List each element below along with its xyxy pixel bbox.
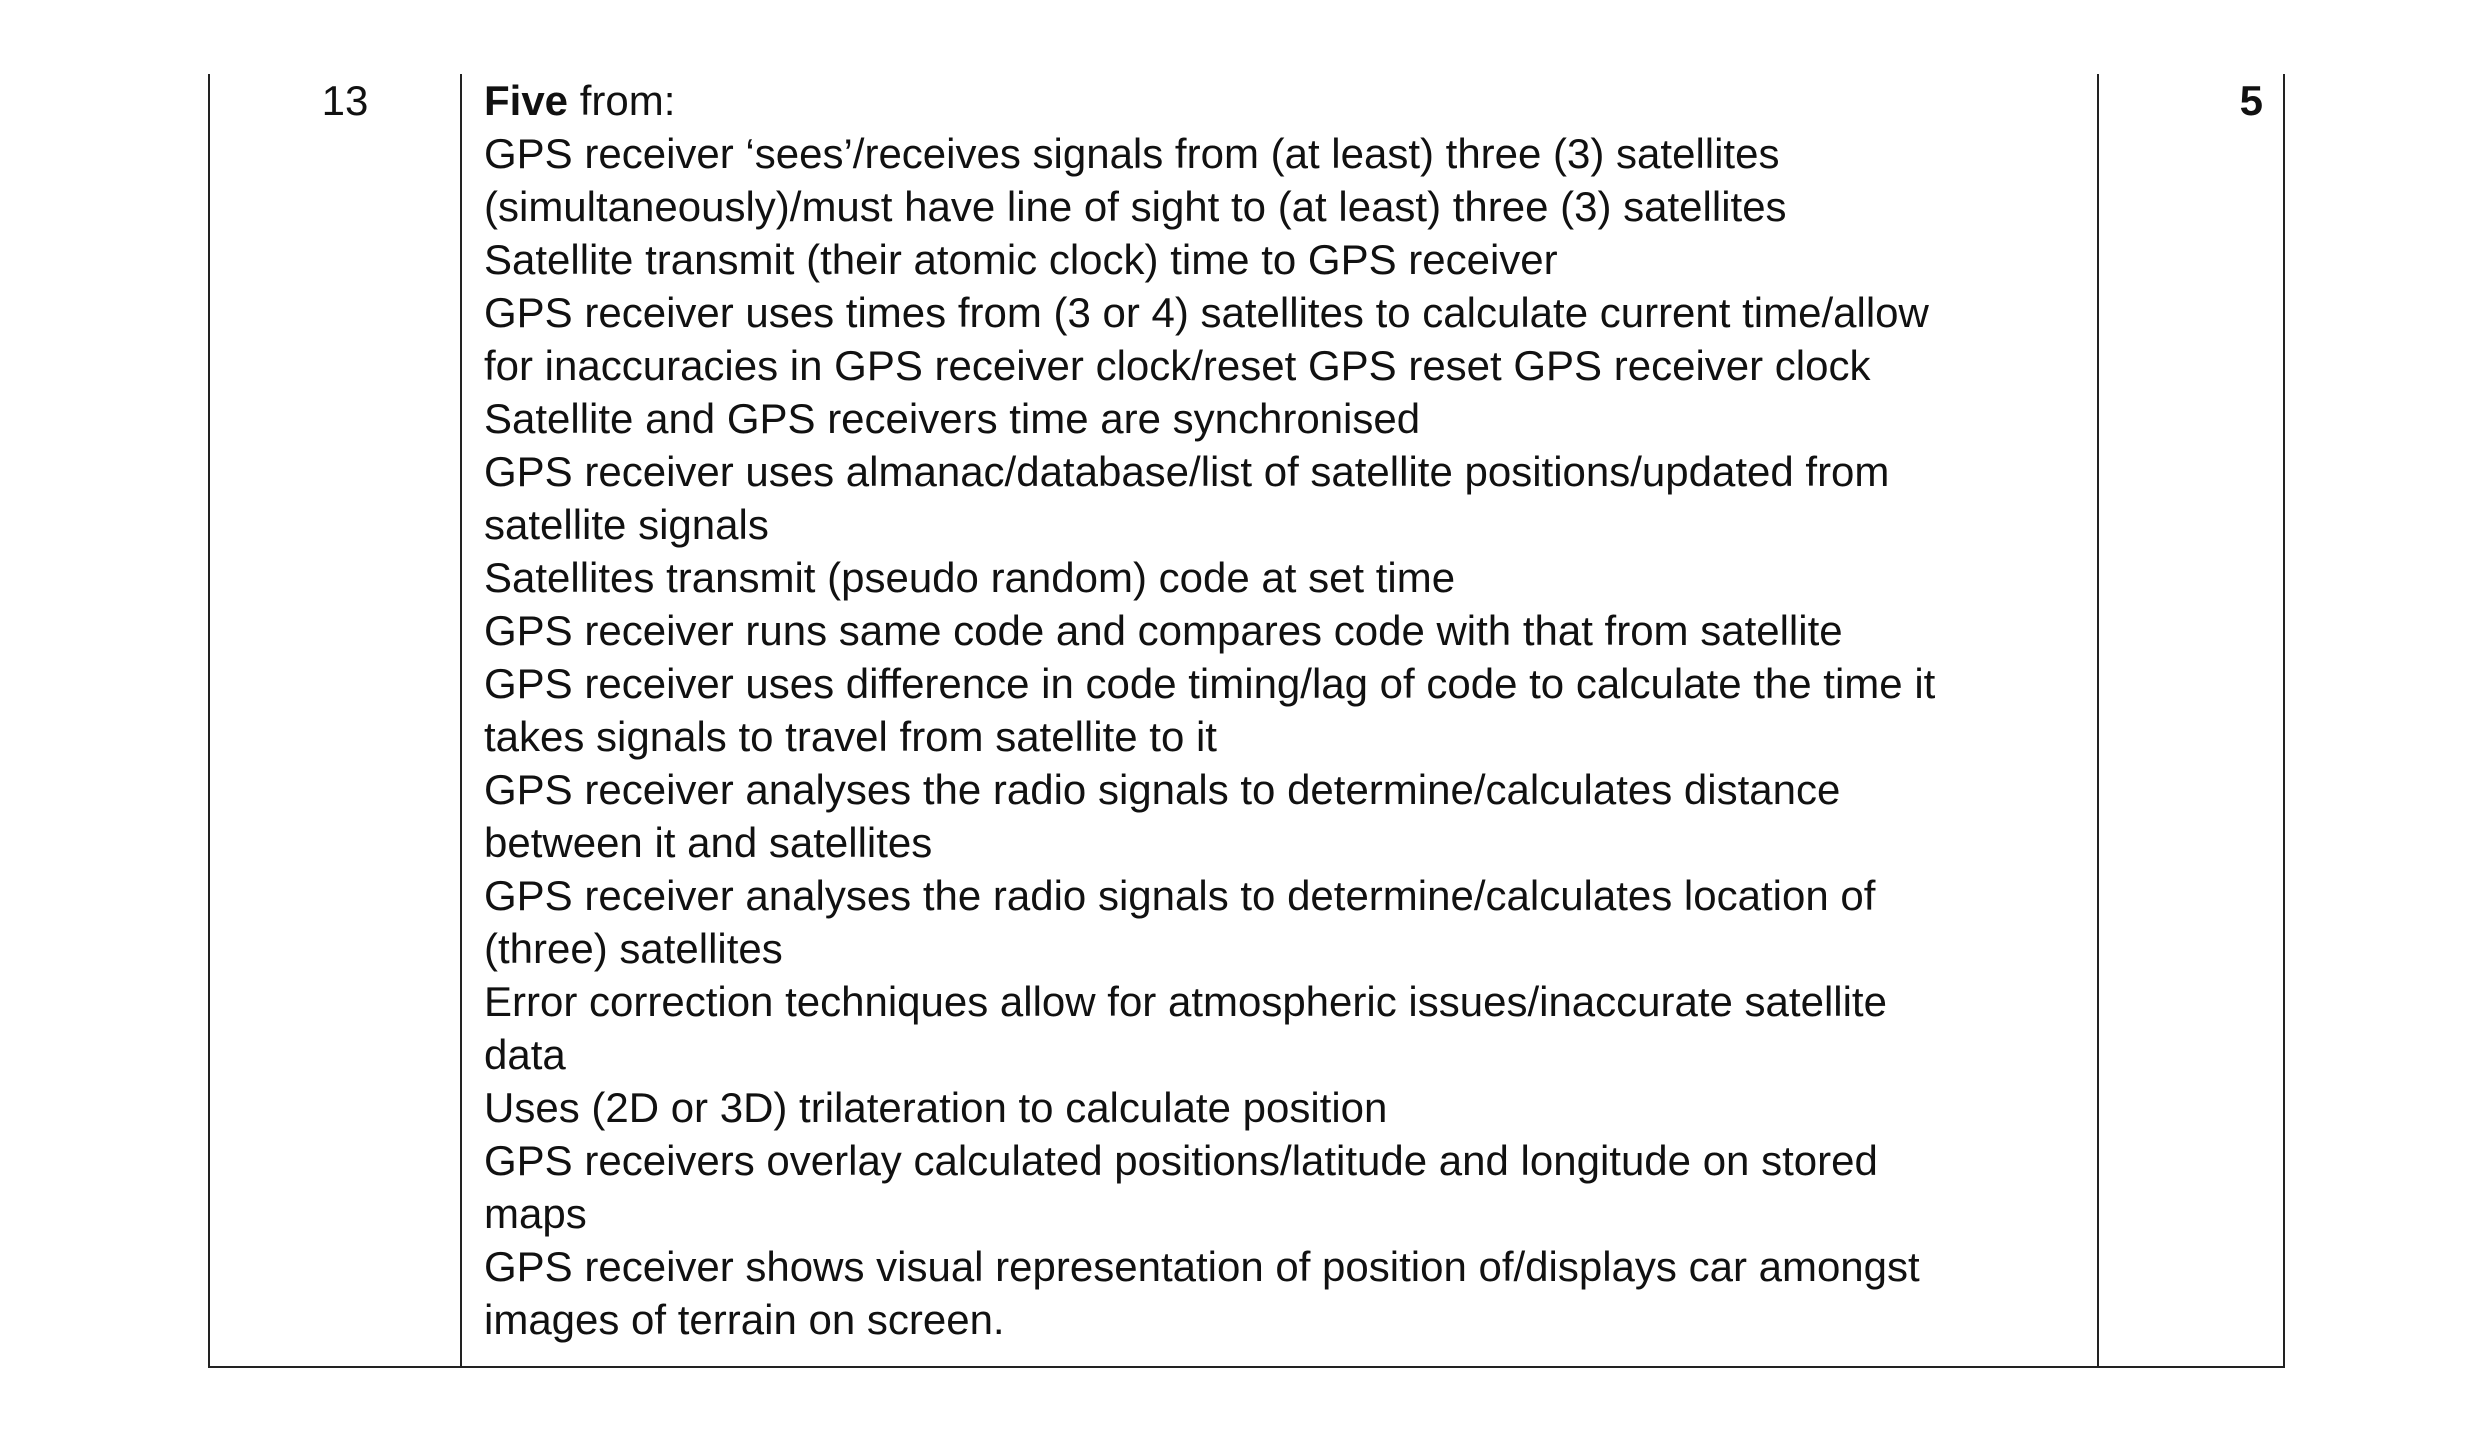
answer-line: GPS receiver analyses the radio signals to determine/calculates location of <box>484 872 1876 919</box>
answer-line: Satellite transmit (their atomic clock) time to GPS receiver <box>484 236 1558 283</box>
answer-line: takes signals to travel from satellite to it <box>484 713 1217 760</box>
answer-line: Error correction techniques allow for atmospheric issues/inaccurate satellite <box>484 978 1887 1025</box>
answer-line: GPS receivers overlay calculated positions/latitude and longitude on stored <box>484 1137 1878 1184</box>
question-number: 13 <box>321 77 369 124</box>
answer-line: (three) satellites <box>484 925 783 972</box>
answer-line: Satellite and GPS receivers time are synchronised <box>484 395 1421 442</box>
answer-intro-rest: from: <box>568 77 676 124</box>
answer-line: Uses (2D or 3D) trilateration to calculate position <box>484 1084 1388 1131</box>
answer-line: GPS receiver analyses the radio signals to determine/calculates distance <box>484 766 1841 813</box>
answer-line: GPS receiver runs same code and compares code with that from satellite <box>484 607 1843 654</box>
answer-intro <box>484 74 2084 127</box>
answer-line: GPS receiver uses times from (3 or 4) satellites to calculate current time/allow <box>484 289 1929 336</box>
answer-line: GPS receiver uses almanac/database/list of satellite positions/updated from <box>484 448 1890 495</box>
answer-cell <box>484 74 2084 1346</box>
answer-line: data <box>484 1031 566 1078</box>
column-divider <box>460 74 462 1366</box>
answer-line: maps <box>484 1190 587 1237</box>
answer-line: between it and satellites <box>484 819 933 866</box>
answer-line: for inaccuracies in GPS receiver clock/reset GPS reset GPS receiver clock <box>484 342 1871 389</box>
marks-value: 5 <box>2239 77 2263 124</box>
answer-line: GPS receiver ‘sees’/receives signals from (at least) three (3) satellites <box>484 130 1780 177</box>
answer-line: Satellites transmit (pseudo random) code at set time <box>484 554 1456 601</box>
column-divider <box>2097 74 2099 1366</box>
answer-line: (simultaneously)/must have line of sight to (at least) three (3) satellites <box>484 183 1787 230</box>
answer-line: GPS receiver uses difference in code timing/lag of code to calculate the time it <box>484 660 1936 707</box>
answer-line: satellite signals <box>484 501 769 548</box>
answer-intro-bold: Five <box>484 77 569 124</box>
answer-line: GPS receiver shows visual representation of position of/displays car amongst <box>484 1243 1920 1290</box>
mark-scheme-table <box>208 74 2285 1368</box>
answer-line: images of terrain on screen. <box>484 1296 1005 1343</box>
